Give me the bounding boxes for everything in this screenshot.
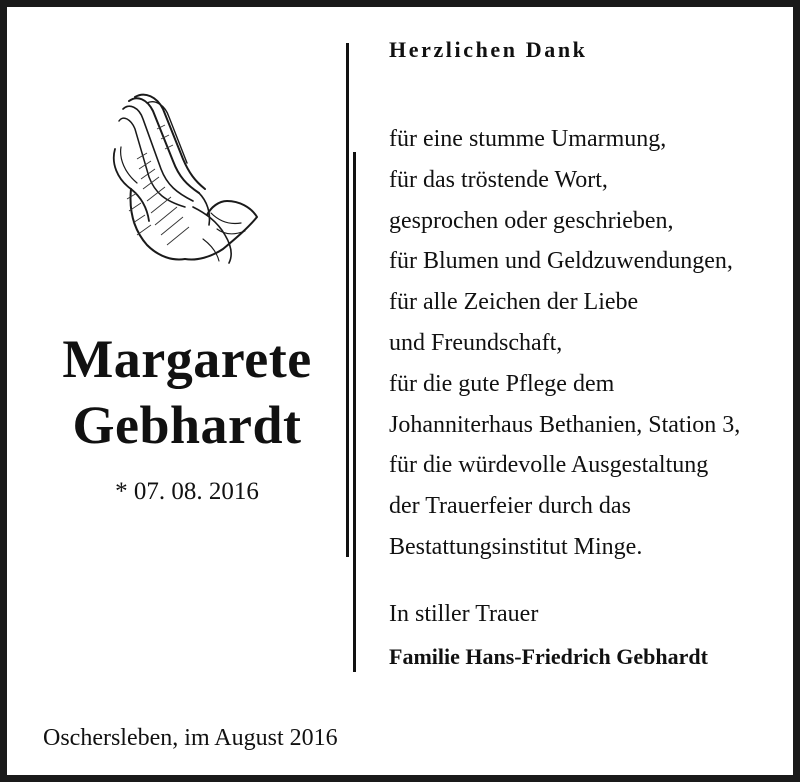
text-line: für die würdevolle Ausgestaltung <box>389 452 709 479</box>
family-signature: Familie Hans-Friedrich Gebhardt <box>389 644 708 669</box>
deceased-first-name: Margarete <box>62 329 312 389</box>
text-line: und Freundschaft, <box>389 329 563 356</box>
place-date: Oschersleben, im August 2016 <box>43 725 338 751</box>
text-line: gesprochen oder geschrieben, <box>389 207 674 234</box>
text-line: Johanniterhaus Bethanien, Station 3, <box>389 411 741 438</box>
text-line: für das tröstende Wort, <box>389 166 608 193</box>
divider-line <box>353 152 356 672</box>
deceased-last-name: Gebhardt <box>72 395 302 455</box>
closing-phrase: In stiller Trauer <box>389 601 539 627</box>
text-line: für alle Zeichen der Liebe <box>389 289 639 316</box>
text-line: für Blumen und Geldzuwendungen, <box>389 248 733 275</box>
divider-line <box>346 43 349 557</box>
praying-hands-icon <box>107 89 262 269</box>
text-line: der Trauerfeier durch das <box>389 493 631 520</box>
birth-date: * 07. 08. 2016 <box>115 478 259 505</box>
thanks-text <box>389 119 740 568</box>
text-line: für die gute Pflege dem <box>389 370 615 397</box>
text-line: Bestattungsinstitut Minge. <box>389 533 643 560</box>
text-line: für eine stumme Umarmung, <box>389 126 667 152</box>
thanks-heading: Herzlichen Dank <box>389 37 588 62</box>
